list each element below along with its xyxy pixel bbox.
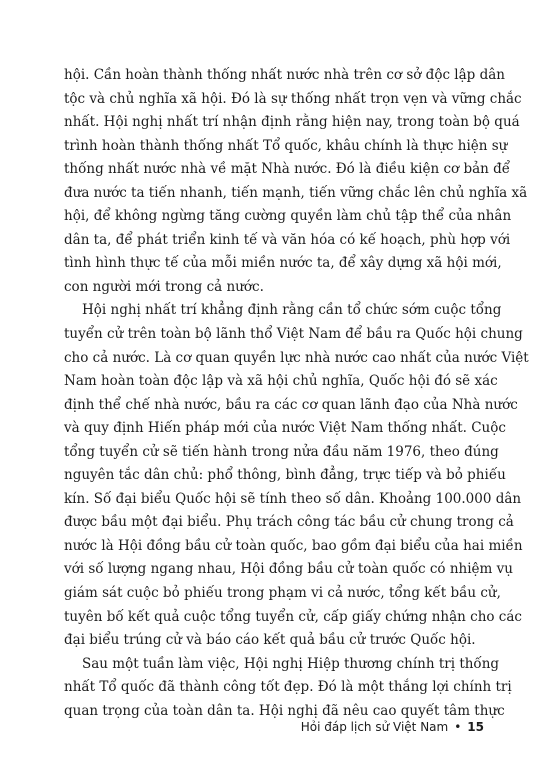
text-line: Sau một tuần làm việc, Hội nghị Hiệp thương chính trị thống xyxy=(82,655,500,672)
text-line: với số lượng ngang nhau, Hội đồng bầu cử toàn quốc có nhiệm vụ xyxy=(64,561,513,578)
text-line: dân ta, để phát triển kinh tế và văn hóa có kế hoạch, phù hợp với xyxy=(64,231,511,248)
text-line: được bầu một đại biểu. Phụ trách công tác bầu cử chung trong cả xyxy=(64,514,514,531)
page-number: 15 xyxy=(467,720,484,734)
text-line: tộc và chủ nghĩa xã hội. Đó là sự thống nhất trọn vẹn và vững chắc xyxy=(64,90,522,107)
separator-dot: • xyxy=(454,720,462,734)
text-line: quan trọng của toàn dân ta. Hội nghị đã nêu cao quyết tâm thực xyxy=(64,702,505,719)
text-line: nhất. Hội nghị nhất trí nhận định rằng hiện nay, trong toàn bộ quá xyxy=(64,114,520,131)
text-line: tuyên bố kết quả cuộc tổng tuyển cử, cấp giấy chứng nhận cho các xyxy=(64,608,522,625)
text-line: tình hình thực tế của mỗi miền nước ta, để xây dựng xã hội mới, xyxy=(64,255,502,272)
text-line: và quy định Hiến pháp mới của nước Việt Nam thống nhất. Cuộc xyxy=(64,420,506,437)
text-line: trình hoàn thành thống nhất Tổ quốc, khâu chính là thực hiện sự xyxy=(64,137,508,154)
text-line: kín. Số đại biểu Quốc hội sẽ tính theo số dân. Khoảng 100.000 dân xyxy=(64,490,522,507)
text-line: cho cả nước. Là cơ quan quyền lực nhà nước cao nhất của nước Việt xyxy=(64,349,529,366)
text-line: giám sát cuộc bỏ phiếu trong phạm vi cả nước, tổng kết bầu cử, xyxy=(64,585,501,602)
text-line: đại biểu trúng cử và báo cáo kết quả bầu cử trước Quốc hội. xyxy=(64,632,476,649)
text-line: tổng tuyển cử sẽ tiến hành trong nửa đầu năm 1976, theo đúng xyxy=(64,443,499,460)
text-line: nhất Tổ quốc đã thành công tốt đẹp. Đó là một thắng lợi chính trị xyxy=(64,679,512,696)
text-line: nguyên tắc dân chủ: phổ thông, bình đẳng, trực tiếp và bỏ phiếu xyxy=(64,467,506,484)
text-line: định thể chế nhà nước, bầu ra các cơ quan lãnh đạo của Nhà nước xyxy=(64,396,518,413)
text-line: tuyển cử trên toàn bộ lãnh thổ Việt Nam để bầu ra Quốc hội chung xyxy=(64,326,523,343)
book-page-body xyxy=(64,64,529,723)
text-line: đưa nước ta tiến nhanh, tiến mạnh, tiến vững chắc lên chủ nghĩa xã xyxy=(64,184,528,201)
text-line: con người mới trong cả nước. xyxy=(64,278,264,295)
text-line: hội, để không ngừng tăng cường quyền làm chủ tập thể của nhân xyxy=(64,208,512,225)
text-line: nước là Hội đồng bầu cử toàn quốc, bao gồm đại biểu của hai miền xyxy=(64,537,523,554)
text-line: Hội nghị nhất trí khẳng định rằng cần tổ chức sớm cuộc tổng xyxy=(82,302,502,319)
text-line: thống nhất nước nhà về mặt Nhà nước. Đó là điều kiện cơ bản để xyxy=(64,161,511,178)
text-line: Nam hoàn toàn độc lập và xã hội chủ nghĩa, Quốc hội đó sẽ xác xyxy=(64,373,498,390)
page-footer xyxy=(300,720,484,734)
running-title: Hỏi đáp lịch sử Việt Nam xyxy=(300,720,449,734)
text-line: hội. Cần hoàn thành thống nhất nước nhà trên cơ sở độc lập dân xyxy=(64,67,505,83)
